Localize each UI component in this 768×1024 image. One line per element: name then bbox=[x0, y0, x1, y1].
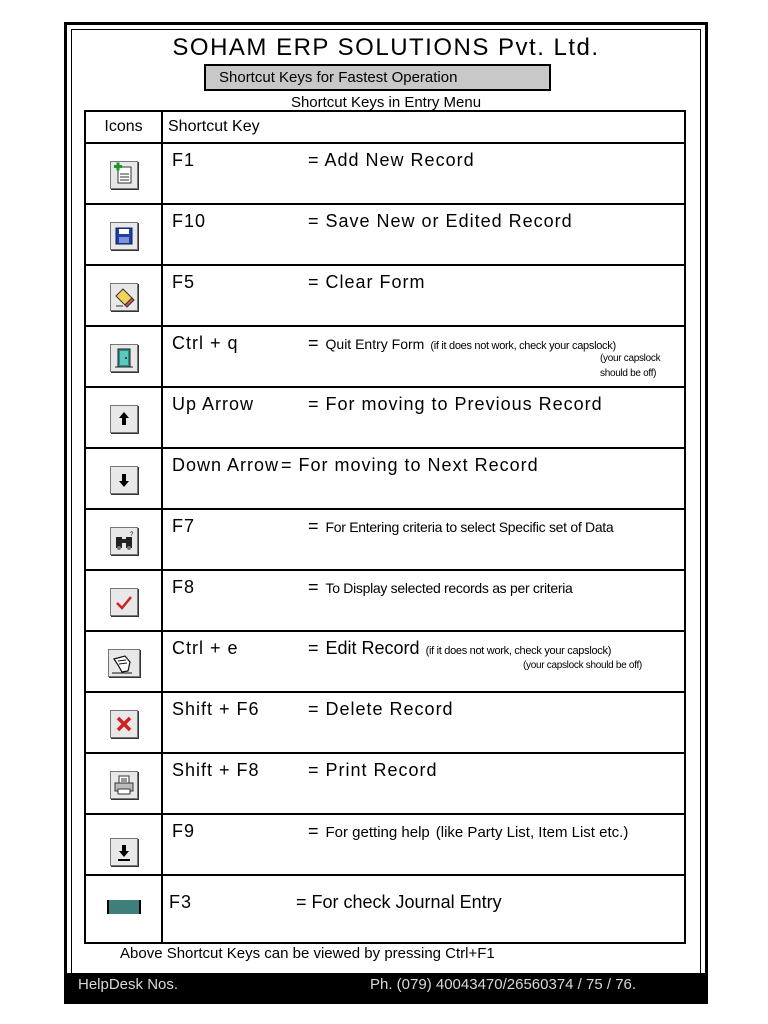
shortcut-key: Up Arrow bbox=[172, 394, 255, 414]
shortcut-key: F1 bbox=[172, 150, 196, 170]
journal-bar-icon bbox=[107, 900, 141, 914]
table-row bbox=[85, 814, 685, 875]
capslock-note: (your capslock should be off) bbox=[523, 660, 642, 671]
helpdesk-phone: Ph. (079) 40043470/26560374 / 75 / 76. bbox=[370, 976, 637, 993]
table-row bbox=[85, 387, 685, 448]
table-row bbox=[85, 204, 685, 265]
add-record-icon bbox=[110, 161, 138, 189]
footer-note: Above Shortcut Keys can be viewed by pressing Ctrl+F1 bbox=[120, 945, 495, 962]
subtitle-box: Shortcut Keys for Fastest Operation bbox=[204, 64, 551, 91]
shortcut-key: F8 bbox=[172, 577, 196, 597]
action-text: = Save New or Edited Record bbox=[308, 211, 573, 231]
shortcut-key: Down Arrow bbox=[172, 455, 280, 475]
delete-x-icon bbox=[110, 710, 138, 738]
up-arrow-icon bbox=[110, 405, 138, 433]
exit-door-icon bbox=[110, 344, 138, 372]
action-text: = For moving to Next Record bbox=[281, 455, 539, 475]
shortcut-key: Ctrl + e bbox=[172, 638, 239, 658]
shortcut-key: F7 bbox=[172, 516, 196, 536]
shortcut-key: F10 bbox=[172, 211, 207, 231]
help-download-icon bbox=[110, 838, 138, 866]
header-icons: Icons bbox=[85, 111, 162, 143]
shortcut-key: F3 bbox=[169, 892, 193, 912]
action-text: = Clear Form bbox=[308, 272, 426, 292]
company-name: SOHAM ERP SOLUTIONS Pvt. Ltd. bbox=[172, 34, 600, 61]
action-text: = Add New Record bbox=[308, 150, 475, 170]
action-text: = For getting help (like Party List, Item List etc.) bbox=[308, 821, 629, 841]
edit-hand-icon bbox=[108, 649, 140, 677]
action-text: = Quit Entry Form (if it does not work, check your capslock) bbox=[308, 333, 616, 353]
shortcut-table bbox=[84, 110, 686, 944]
shortcut-key: Ctrl + q bbox=[172, 333, 239, 353]
table-row bbox=[85, 143, 685, 204]
action-text: = To Display selected records as per criteria bbox=[308, 577, 573, 597]
action-text: = For Entering criteria to select Specific set of Data bbox=[308, 516, 614, 536]
shortcut-key: F9 bbox=[172, 821, 196, 841]
table-row bbox=[85, 875, 685, 943]
table-row bbox=[85, 448, 685, 509]
table-row bbox=[85, 265, 685, 326]
action-text: = For check Journal Entry bbox=[296, 892, 502, 912]
table-row bbox=[85, 326, 685, 387]
table-row bbox=[85, 753, 685, 814]
shortcut-key: Shift + F8 bbox=[172, 760, 260, 780]
helpdesk-bar bbox=[64, 976, 708, 1004]
table-row bbox=[85, 692, 685, 753]
shortcut-key: Shift + F6 bbox=[172, 699, 260, 719]
down-arrow-icon bbox=[110, 466, 138, 494]
action-text: = Print Record bbox=[308, 760, 438, 780]
eraser-icon bbox=[110, 283, 138, 311]
table-row bbox=[85, 570, 685, 631]
capslock-note: should be off) bbox=[600, 368, 657, 379]
svg-text:?: ? bbox=[129, 532, 133, 538]
capslock-note: (your capslock bbox=[600, 353, 661, 364]
table-header-row bbox=[85, 111, 685, 143]
header-shortcut-key: Shortcut Key bbox=[162, 111, 685, 143]
action-text: = Delete Record bbox=[308, 699, 454, 719]
binoculars-icon bbox=[110, 527, 138, 555]
table-row bbox=[85, 509, 685, 570]
helpdesk-label: HelpDesk Nos. bbox=[78, 976, 179, 993]
action-text: = Edit Record (if it does not work, check your capslock) bbox=[308, 638, 612, 658]
checkmark-icon bbox=[110, 588, 138, 616]
menu-title: Shortcut Keys in Entry Menu bbox=[290, 94, 482, 111]
save-disk-icon bbox=[110, 222, 138, 250]
action-text: = For moving to Previous Record bbox=[308, 394, 603, 414]
table-row bbox=[85, 631, 685, 692]
shortcut-key: F5 bbox=[172, 272, 196, 292]
printer-icon bbox=[110, 771, 138, 799]
